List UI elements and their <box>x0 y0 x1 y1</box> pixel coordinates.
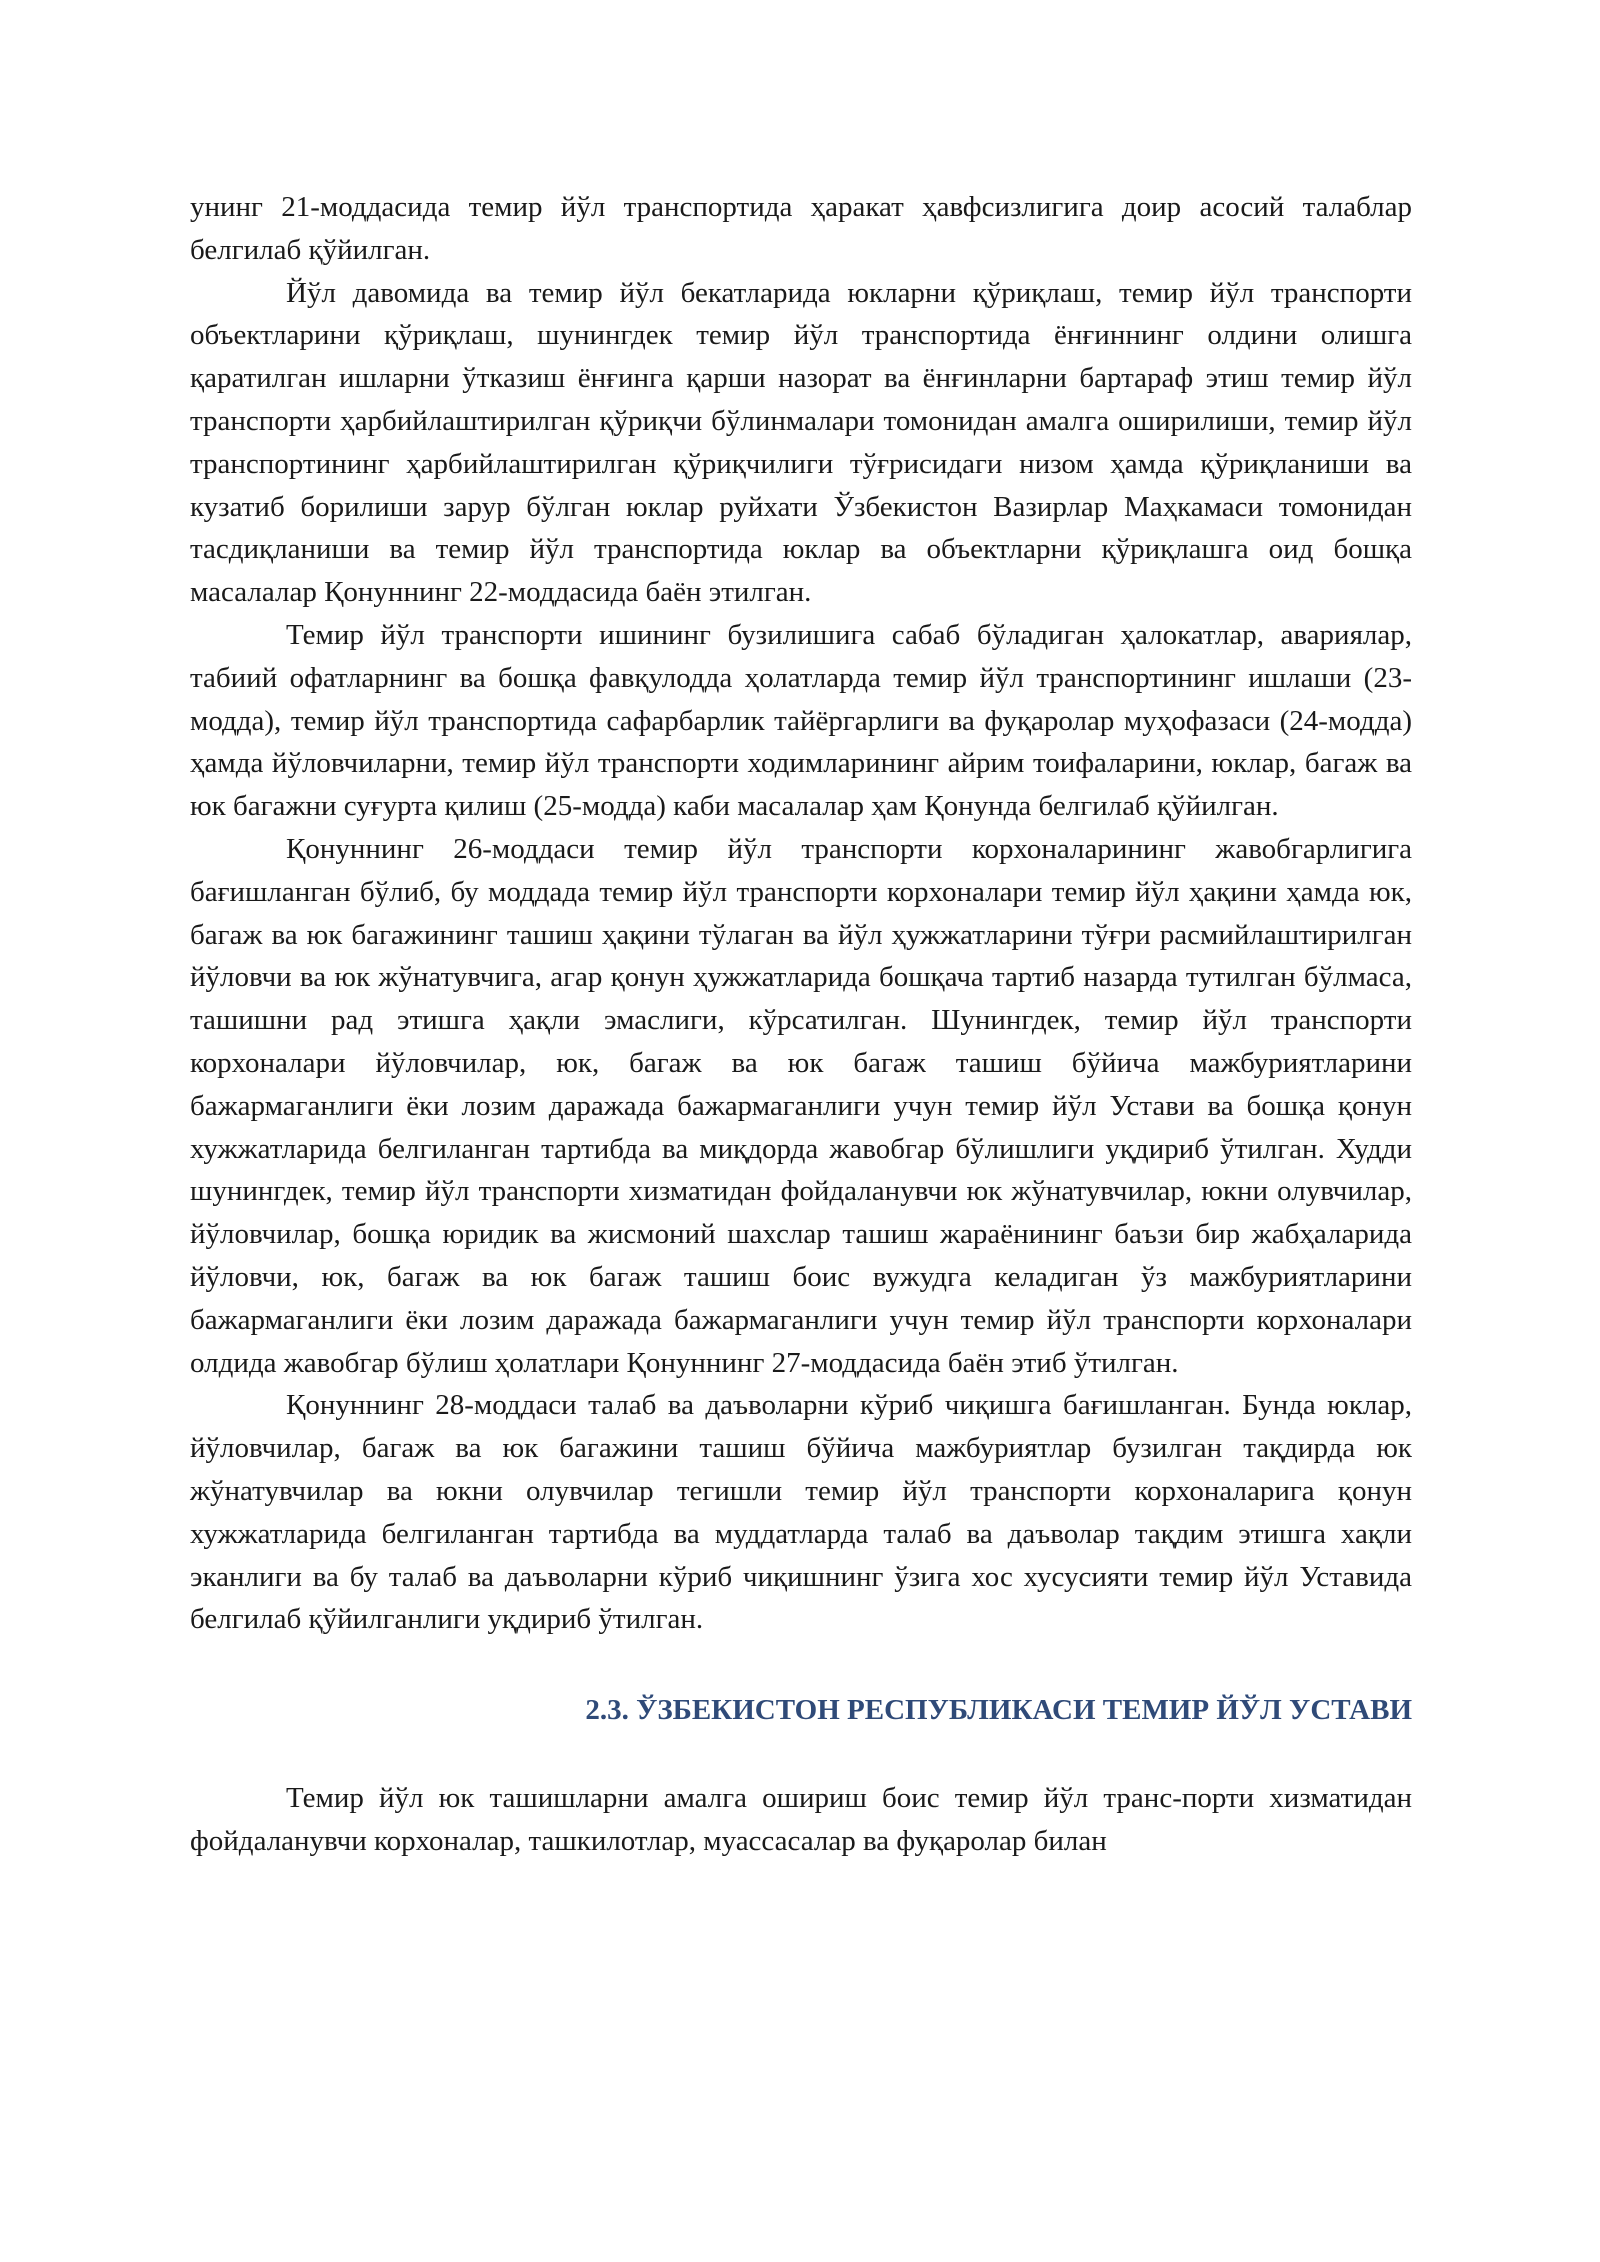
section-paragraph-1: Темир йўл юк ташишларни амалга ошириш боис темир йўл транс-порти хизматидан фойдаланувчи корхоналар, ташкилотлар, муассасалар ва фуқаролар билан <box>190 1782 1412 1857</box>
body-paragraph-5: Қонуннинг 28-моддаси талаб ва даъволарни кўриб чиқишга бағишланган. Бунда юклар, йўловчилар, багаж ва юк багажини ташиш бўйича мажбуриятлар бузилган тақдирда юк жўнатувчилар ва юкни олувчилар тегишли темир йўл транспорти корхоналарига қонун хужжатларида белгиланган тартибда ва муддатларда талаб ва даъволар тақдим этишга хақли эканлиги ва бу талаб ва даъволарни кўриб чиқишнинг ўзига хос хусусияти темир йўл Уставида белгилаб қўйилганлиги уқдириб ўтилган. <box>190 1389 1412 1636</box>
body-paragraph-4: Қонуннинг 26-моддаси темир йўл транспорти корхоналарининг жавобгарлигига бағишланган бўлиб, бу моддада темир йўл транспорти корхоналари темир йўл ҳақини ҳамда юк, багаж ва юк багажининг ташиш ҳақини тўлаган ва йўл ҳужжатларини тўғри расмийлаштирилган йўловчи ва юк жўнатувчига, агар қонун ҳужжатларида бошқача тартиб назарда тутилган бўлмаса, ташишни рад этишга ҳақли эмаслиги, кўрсатилган. Шунингдек, темир йўл транспорти корхоналари йўловчилар, юк, багаж ва юк багаж ташиш бўйича мажбуриятларини бажармаганлиги ёки лозим даражада бажармаганлиги учун темир йўл Устави ва бошқа қонун хужжатларида белгиланган тартибда ва миқдорда жавобгар бўлишлиги уқдириб ўтилган. Худди шунингдек, темир йўл транспорти хизматидан фойдаланувчи юк жўнатувчилар, юкни олувчилар, йўловчилар, бошқа юридик ва жисмоний шахслар ташиш жараёнининг баъзи бир жабҳаларида йўловчи, юк, багаж ва юк багаж ташиш боис вужудга келадиган ўз мажбуриятларини бажармаганлиги ёки лозим даражада бажармаганлиги учун темир йўл транспорти корхоналари олдида жавобгар бўлиш ҳолатлари Қонуннинг 27-моддасида баён этиб ўтилган. <box>190 832 1412 1379</box>
body-paragraph-2: Йўл давомида ва темир йўл бекатларида юкларни қўриқлаш, темир йўл транспорти объектларини қўриқлаш, шунингдек темир йўл транспортида ёнғиннинг олдини олишга қаратилган ишларни ўтказиш ёнғинга қарши назорат ва ёнғинларни бартараф этиш темир йўл транспорти ҳарбийлаштирилган қўриқчи бўлинмалари томонидан амалга оширилиши, темир йўл транспортининг ҳарбийлаштирилган қўриқчилиги тўғрисидаги низом ҳамда қўриқланиши ва кузатиб борилиши зарур бўлган юклар руйхати Ўзбекистон Вазирлар Маҳкамаси томонидан тасдиқланиши ва темир йўл транспортида юклар ва объектларни қўриқлашга оид бошқа масалалар Қонуннинг 22-моддасида баён этилган. <box>190 276 1412 609</box>
body-paragraph-3: Темир йўл транспорти ишининг бузилишига сабаб бўладиган ҳалокатлар, авариялар, табиий офатларнинг ва бошқа фавқулодда ҳолатларда темир йўл транспортининг ишлаши (23-модда), темир йўл транспортида сафарбарлик тайёргарлиги ва фуқаролар муҳофазаси (24-модда) ҳамда йўловчиларни, темир йўл транспорти ходимларининг айрим тоифаларини, юклар, багаж ва юк багажни суғурта қилиш (25-модда) каби масалалар ҳам Қонунда белгилаб қўйилган. <box>190 618 1412 823</box>
document-page <box>190 186 1412 1863</box>
section-heading: 2.3. ЎЗБЕКИСТОН РЕСПУБЛИКАСИ ТЕМИР ЙЎЛ УСТАВИ <box>585 1694 1412 1727</box>
body-paragraph-1: унинг 21-моддасида темир йўл транспортида ҳаракат ҳавфсизлигига доир асосий талаблар белгилаб қўйилган. <box>190 191 1412 266</box>
